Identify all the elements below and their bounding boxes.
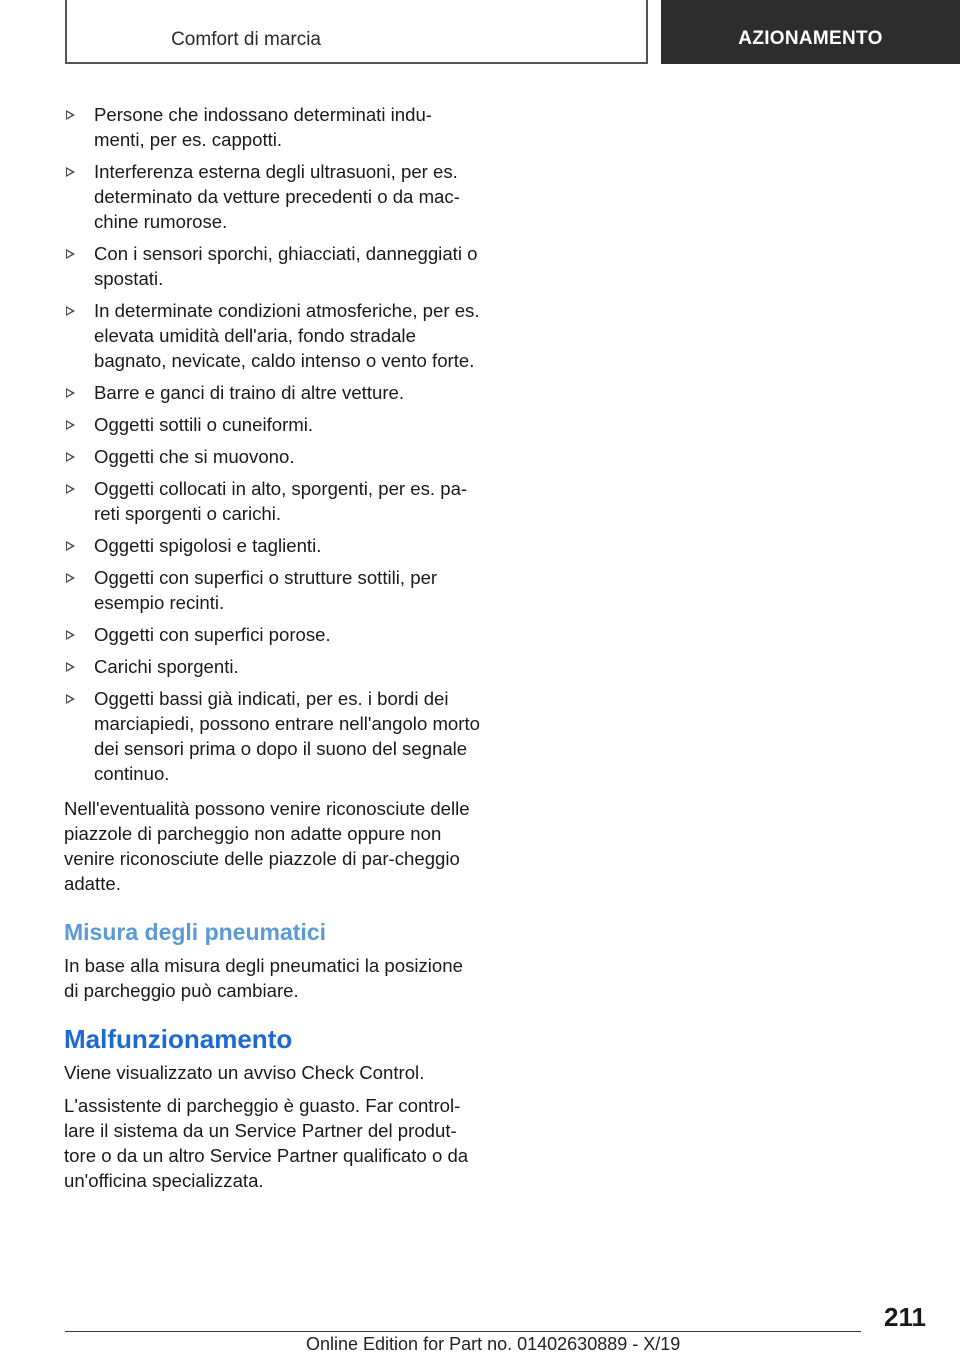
malfunction-text-2: L'assistente di parcheggio è guasto. Far control-lare il sistema da un Service Partner del produt-tore o da un altro Service Partner qualificato o da un'officina specializzata. <box>64 1095 469 1191</box>
header-chapter-tab <box>661 0 960 64</box>
list-item: Oggetti con superfici porose. <box>64 622 480 647</box>
footer-edition: Online Edition for Part no. 01402630889 - X/19 <box>306 1334 681 1354</box>
list-item: Interferenza esterna degli ultrasuoni, per es. determinato da vetture precedenti o da mac-chine rumorose. <box>64 159 480 234</box>
list-item: Persone che indossano determinati indu-menti, per es. cappotti. <box>64 102 480 152</box>
list-item: Oggetti sottili o cuneiformi. <box>64 412 480 437</box>
header-chapter-label: AZIONAMENTO <box>738 28 883 49</box>
page-content <box>64 102 480 1193</box>
list-item: Barre e ganci di traino di altre vetture. <box>64 380 480 405</box>
triangle-bullet-icon <box>66 541 75 551</box>
page-number: 211 <box>884 1302 926 1332</box>
bullet-list <box>64 102 480 786</box>
list-item: Oggetti bassi già indicati, per es. i bordi dei marciapiedi, possono entrare nell'angolo morto dei sensori prima o dopo il suono del segnale continuo. <box>64 686 480 786</box>
recognition-note: Nell'eventualità possono venire riconosciute delle piazzole di parcheggio non adatte oppure non venire riconosciute delle piazzole di par-cheggio adatte. <box>64 798 470 894</box>
triangle-bullet-icon <box>66 388 75 398</box>
triangle-bullet-icon <box>66 249 75 259</box>
triangle-bullet-icon <box>66 110 75 120</box>
triangle-bullet-icon <box>66 452 75 462</box>
header-frame <box>65 0 648 64</box>
malfunction-text-1: Viene visualizzato un avviso Check Control. <box>64 1062 425 1083</box>
list-item: Oggetti che si muovono. <box>64 444 480 469</box>
tire-size-text: In base alla misura degli pneumatici la posizione di parcheggio può cambiare. <box>64 955 463 1001</box>
list-item: Carichi sporgenti. <box>64 654 480 679</box>
list-item: Con i sensori sporchi, ghiacciati, danneggiati o spostati. <box>64 241 480 291</box>
tire-size-heading: Misura degli pneumatici <box>64 919 326 945</box>
triangle-bullet-icon <box>66 484 75 494</box>
triangle-bullet-icon <box>66 630 75 640</box>
malfunction-heading: Malfunzionamento <box>64 1024 293 1054</box>
triangle-bullet-icon <box>66 662 75 672</box>
header-section-title: Comfort di marcia <box>171 29 321 50</box>
list-item: In determinate condizioni atmosferiche, per es. elevata umidità dell'aria, fondo stradale bagnato, nevicate, caldo intenso o vento forte. <box>64 298 480 373</box>
list-item: Oggetti spigolosi e taglienti. <box>64 533 480 558</box>
triangle-bullet-icon <box>66 420 75 430</box>
triangle-bullet-icon <box>66 573 75 583</box>
triangle-bullet-icon <box>66 306 75 316</box>
list-item: Oggetti con superfici o strutture sottili, per esempio recinti. <box>64 565 480 615</box>
triangle-bullet-icon <box>66 167 75 177</box>
triangle-bullet-icon <box>66 694 75 704</box>
footer-divider <box>65 1331 861 1332</box>
list-item: Oggetti collocati in alto, sporgenti, per es. pa-reti sporgenti o carichi. <box>64 476 480 526</box>
